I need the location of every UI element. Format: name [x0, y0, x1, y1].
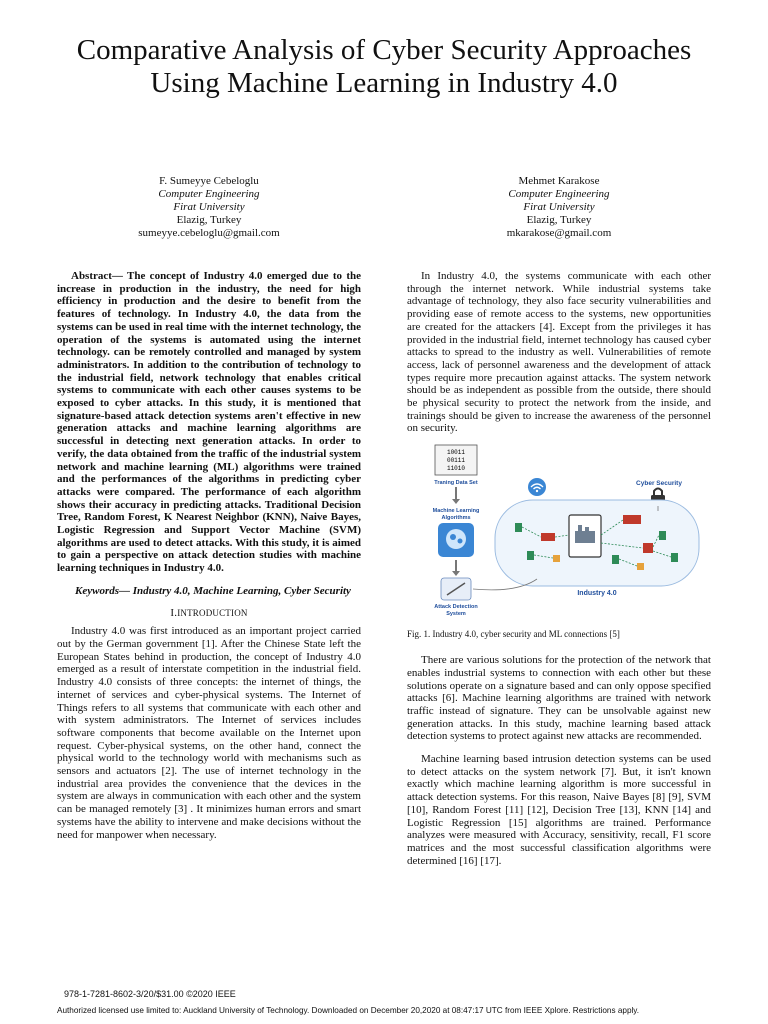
robot-arm-icon: [612, 555, 619, 564]
binary-row: 11010: [446, 465, 466, 473]
footer-isbn: 978-1-7281-8602-3/20/$31.00 ©2020 IEEE: [64, 989, 236, 999]
sensor-icon: [553, 555, 560, 562]
robot-arm-icon: [527, 551, 534, 560]
section-heading-introduction: [57, 607, 361, 620]
author-department: Computer Engineering: [158, 188, 260, 200]
ml-label: Algorithms: [441, 515, 471, 522]
brain-shape: [446, 529, 466, 549]
right-paragraph-3: Machine learning based intrusion detection systems can be used to detect attacks on the system network [7]. But, it isn't known exactly which machine learning algorithm is more successful in attack detection systems. For this reason, Naive Bayes [8] [9], SVM [10], Random Forest [11] [12], Decision Tree [13], KNN [14] and Logistic Regression [15] algorithms are trained. Performance analyzes were measured with Accuracy, sensitivity, recall, F1 score matrices and the most successful classification algorithms were determined [16] [17].: [407, 753, 711, 867]
author-city: Elazig, Turkey: [176, 214, 242, 226]
training-data-label: Traning Data Set: [434, 480, 478, 487]
author-name: Mehmet Karakose: [518, 175, 600, 187]
left-column: [57, 270, 361, 841]
binary-row: 10011: [446, 449, 466, 457]
author-city: Elazig, Turkey: [526, 214, 592, 226]
factory-icon: [623, 515, 641, 524]
section-title: INTRODUCTION: [177, 607, 248, 618]
footer-license: Authorized licensed use limited to: Auckland University of Technology. Downloaded on December 20,2020 at 08:47:17 UTC from IEEE Xplore. Restrictions apply.: [57, 1006, 640, 1015]
attack-detection-label: Attack Detection: [434, 604, 478, 611]
ml-label: Machine Learning: [432, 508, 480, 515]
paper-title: Comparative Analysis of Cyber Security Approaches Using Machine Learning in Industry 4.0: [76, 34, 692, 99]
factory-icon: [541, 533, 555, 541]
robot-arm-icon: [659, 531, 666, 540]
sensor-icon: [637, 563, 644, 570]
section-number: I.: [170, 606, 178, 619]
robot-arm-icon: [515, 523, 522, 532]
keywords: Keywords— Industry 4.0, Machine Learning, Cyber Security: [75, 584, 351, 597]
factory-icon: [575, 531, 595, 543]
author-block-1: [79, 175, 339, 240]
right-paragraph-2: There are various solutions for the protection of the network that enables industrial systems to connection with each other but these solutions operate on a signature based and can only oppose specified attacks [6]. Machine learning algorithms are trained with network traffic instead of signature. They can be unsolvable against new generation attacks. In this study, machine learning based attack detection systems to protect against new attacks are recommended.: [407, 654, 711, 743]
author-email[interactable]: sumeyye.cebeloglu@gmail.com: [138, 227, 280, 239]
robot-arm-icon: [671, 553, 678, 562]
factory-icon: [643, 543, 653, 553]
intro-paragraph-1: Industry 4.0 was first introduced as an important project carried out by the German government [1]. After the Chinese State left the European States behind in production, the concept of Industry 4.0 emerged as a result of interstate competition in the industrial field. Industry 4.0 consists of three concepts: the internet of things, the internet of services and cyber-physical systems. The Internet of Things refers to all systems that communicate with each other and with system administrators. The Internet of services includes software components that become available on the Internet upon request. Cyber-physical systems, on the other hand, connect the physical world to the technology world with mechanisms such as sensors and actuators [2]. The use of internet technology in the industrial area provides the convenience that the devices in the system are always in communication with each other and the system can be managed remotely [3] . It minimizes human errors and smart systems have the ability to intervene and make decisions without the need for manpower when necessary.: [57, 625, 361, 841]
right-paragraph-1: In Industry 4.0, the systems communicate with each other through the internet network. While industrial systems take advantage of technology, they also face security vulnerabilities and providing ease of remote access to the systems, new opportunities are created for the attackers [4]. Except from the privileges it has provided in the industrial field, internet technology has caused cyber attacks to spread to the industry as well. Vulnerabilities of remote access, lack of personnel awareness and the development of attack types require more precaution against attacks. The system network should be as independent as possible from the outside, there should be physical security to protect the network from the inside, and trainings should be given to increase the awareness of the personnel on security.: [407, 270, 711, 435]
author-university: Firat University: [173, 201, 245, 213]
author-department: Computer Engineering: [508, 188, 610, 200]
author-name: F. Sumeyye Cebeloglu: [159, 175, 259, 187]
cyber-security-label: Cyber Security: [636, 480, 682, 488]
figure-1-diagram: [407, 443, 711, 623]
author-block-2: [429, 175, 689, 240]
attack-detection-label: System: [446, 611, 466, 618]
binary-row: 00111: [446, 457, 466, 465]
author-email[interactable]: mkarakose@gmail.com: [506, 227, 612, 239]
industry-cyber-ml-diagram: [407, 443, 711, 623]
figure-caption: Fig. 1. Industry 4.0, cyber security and ML connections [5]: [407, 629, 620, 640]
abstract: Abstract— The concept of Industry 4.0 emerged due to the increase in production in the industry, the need for high efficiency in production and the desire to benefit from the features of technology. In Industry 4.0, the data from the systems can be used in real time with the internet technology, the operation of the systems is automated using the internet technology. can be remotely controlled and managed by system administrators. In addition to the contribution of technology to the industrial field, network technology that enables critical systems to communicate with each other causes systems to be exposed to cyber attacks. In this study, it is mentioned that signature-based attack detection systems aren't effective in new generation attacks and machine learning algorithms are successful in detecting next generation attacks. In order to verify, the data obtained from the traffic of the industrial system network and machine learning (ML) algorithms were trained and the performances of the algorithms in predicting cyber attacks were compared. The performance of each algorithm shows their accuracy in predicting attacks. Traditional Decision Tree, Random Forest, K Nearest Neighbor (KNN), Naive Bayes, Logistic Regression and Support Vector Machine (SVM) algorithms are used to detect attacks. With this study, it is aimed to gain a perspective on attack detection studies with machine learning techniques in Industry 4.0.: [57, 270, 361, 575]
right-column: [407, 270, 711, 867]
arrow-head-icon: [452, 499, 460, 504]
author-university: Firat University: [523, 201, 595, 213]
industry-label: Industry 4.0: [577, 590, 617, 598]
